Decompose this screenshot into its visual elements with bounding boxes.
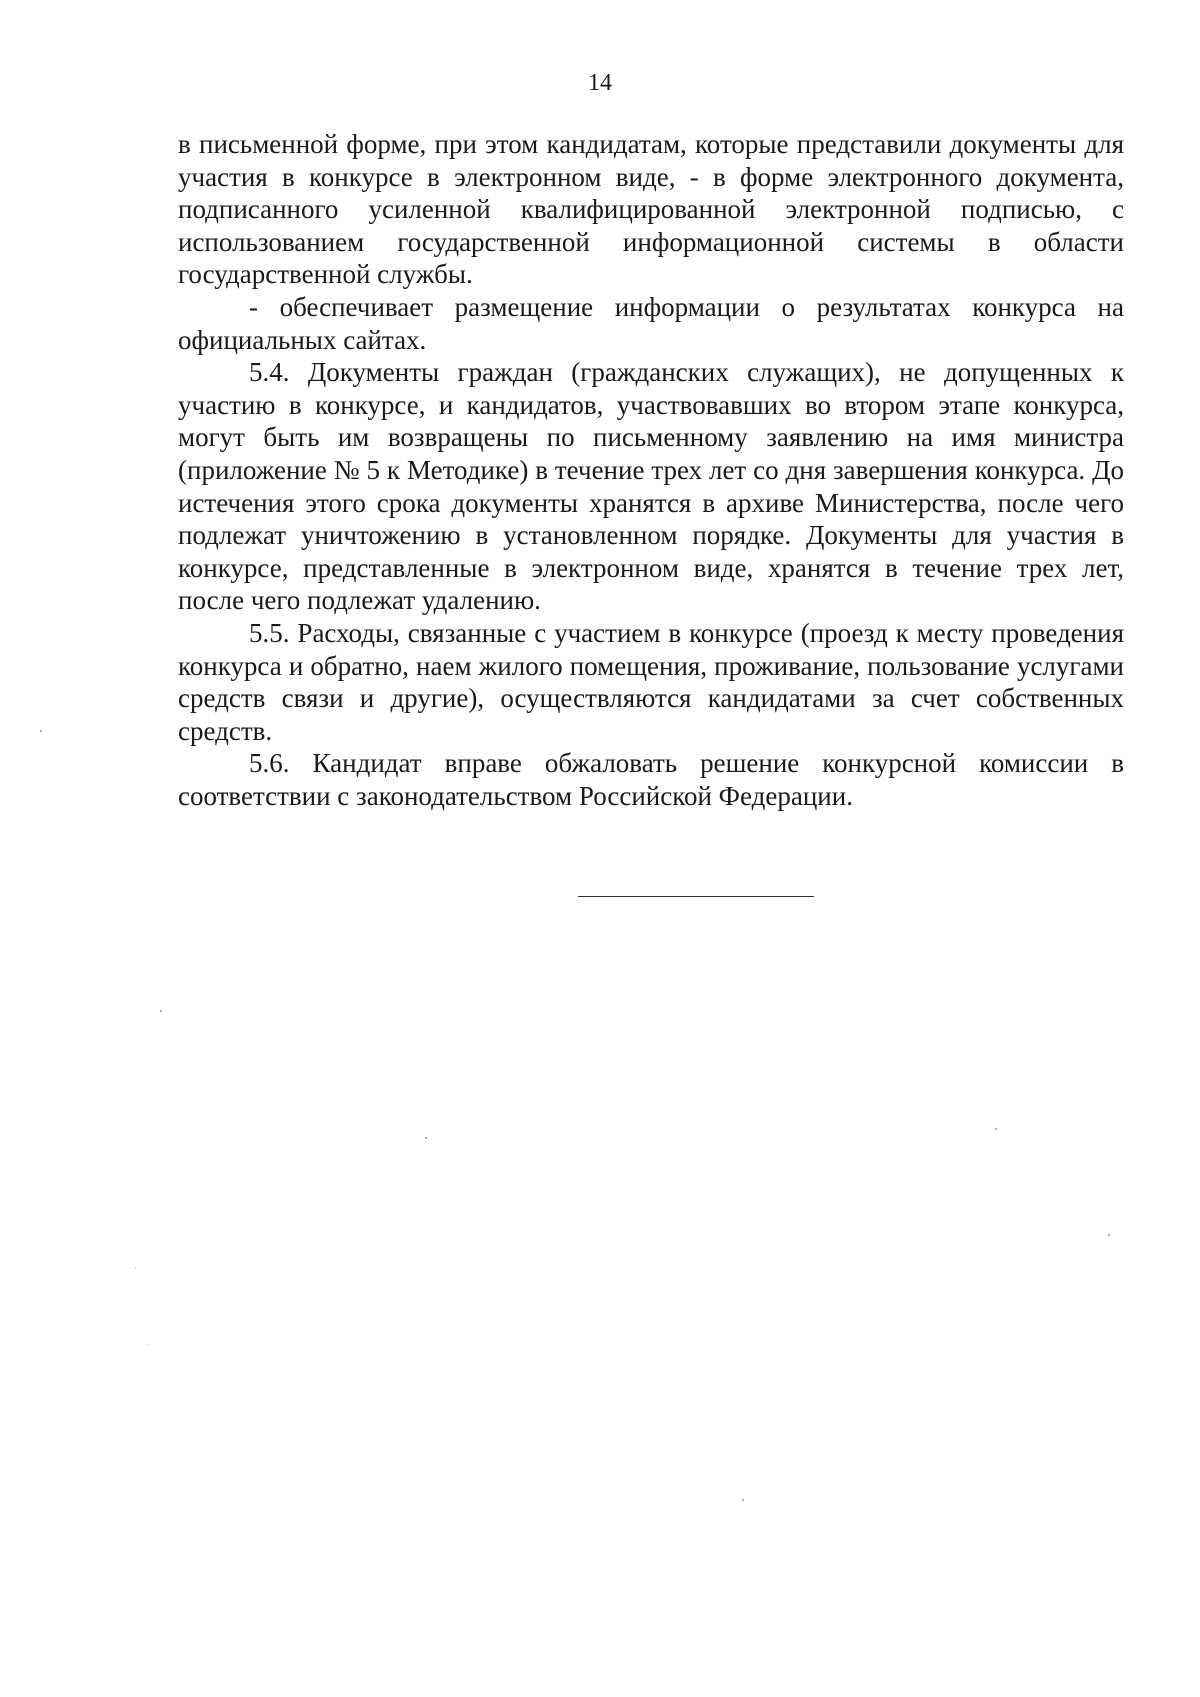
scan-speck — [742, 1499, 744, 1501]
scan-speck — [425, 1137, 427, 1139]
scan-speck — [160, 1010, 162, 1012]
scan-speck — [995, 1128, 997, 1130]
paragraph-5-4: 5.4. Документы граждан (гражданских служащих), не допущенных к участию в конкурсе, и кандидатов, участвовавших во втором этапе конкурса, могут быть им возвращены по письменному заявлению на имя министра (приложение № 5 к Методике) в течение трех лет со дня завершения конкурса. До истечения этого срока документы хранятся в архиве Министерства, после чего подлежат уничтожению в установленном порядке. Документы для участия в конкурсе, представленные в электронном виде, хранятся в течение трех лет, после чего подлежат удалению. — [178, 357, 1124, 616]
document-body — [178, 128, 1124, 812]
scan-speck — [148, 1344, 149, 1345]
paragraph-continuation: в письменной форме, при этом кандидатам, которые представили документы для участия в конкурсе в электронном виде, - в форме электронного документа, подписанного усиленной квалифицированной электронной подписью, с использованием государственной информационной системы в области государственной службы. — [178, 129, 1124, 290]
end-separator-line — [578, 896, 814, 897]
page-number: 14 — [588, 70, 612, 96]
paragraph-5-5: 5.5. Расходы, связанные с участием в конкурсе (проезд к месту проведения конкурса и обратно, наем жилого помещения, проживание, пользование услугами средств связи и другие), осуществляются кандидатами за счет собственных средств. — [178, 617, 1124, 746]
scan-speck — [135, 1268, 136, 1269]
paragraph-bullet-publication: - обеспечивает размещение информации о результатах конкурса на официальных сайтах. — [178, 291, 1124, 355]
paragraph-5-6: 5.6. Кандидат вправе обжаловать решение конкурсной комиссии в соответствии с законодательством Российской Федерации. — [178, 748, 1124, 811]
scan-speck — [40, 730, 42, 732]
scan-speck — [1108, 1234, 1110, 1236]
